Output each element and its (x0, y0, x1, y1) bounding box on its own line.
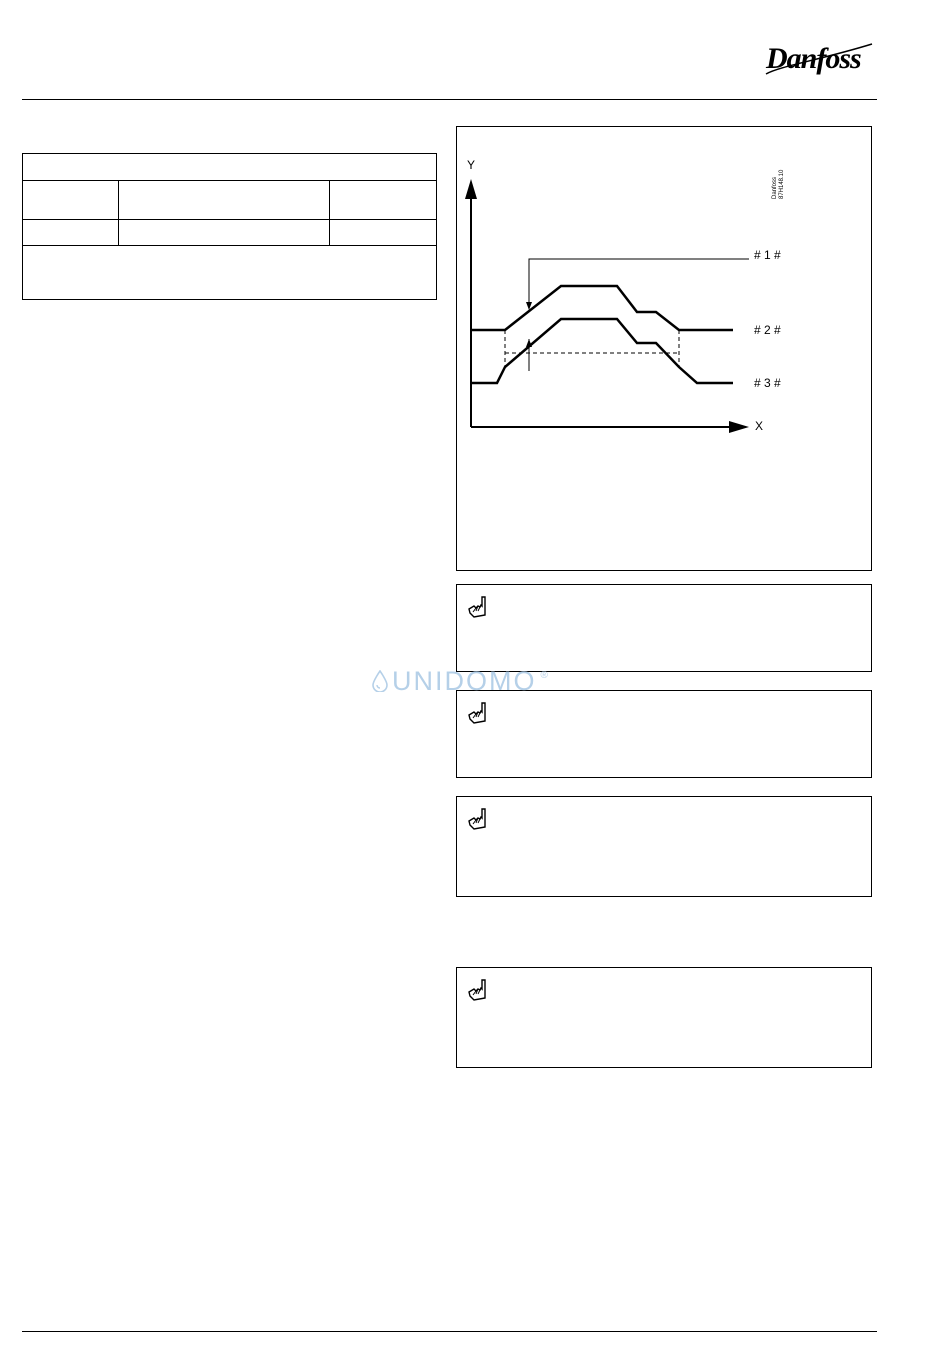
water-drop-icon (372, 670, 388, 692)
watermark-text: UNIDOMO (392, 665, 537, 696)
curve-lower (471, 319, 733, 383)
danfoss-logo (760, 30, 878, 82)
callout-1-label: # 1 # (754, 248, 781, 262)
note-box (456, 796, 872, 897)
registered-mark: ® (540, 670, 548, 681)
pointing-hand-icon (467, 807, 489, 831)
x-axis-label: X (755, 419, 764, 433)
table-row-divider (23, 245, 436, 246)
control-diagram (456, 126, 872, 571)
table-row-divider (23, 180, 436, 181)
y-axis-label: Y (467, 158, 476, 172)
spec-table (22, 153, 437, 300)
footer-rule (22, 1331, 877, 1332)
unidomo-watermark (372, 666, 548, 696)
note-box (456, 690, 872, 778)
header-rule (22, 99, 877, 100)
credit-code: 87H148.10 (779, 169, 785, 199)
table-row-divider (23, 219, 436, 220)
table-col-divider (118, 180, 119, 245)
x-axis-arrow (729, 421, 749, 433)
pointing-hand-icon (467, 978, 489, 1002)
note-box (456, 967, 872, 1068)
curve-upper (471, 286, 733, 330)
pointing-hand-icon (467, 595, 489, 619)
drawing-credit (772, 170, 786, 199)
callout-2-label: # 2 # (754, 323, 781, 337)
callout-1-leader (529, 259, 749, 309)
credit-brand: Danfoss (772, 176, 778, 199)
table-col-divider (329, 180, 330, 245)
pointing-hand-icon (467, 701, 489, 725)
y-axis-arrow (465, 179, 477, 199)
brand-name: Danfoss (766, 42, 861, 75)
note-box (456, 584, 872, 672)
callout-3-label: # 3 # (754, 376, 781, 390)
